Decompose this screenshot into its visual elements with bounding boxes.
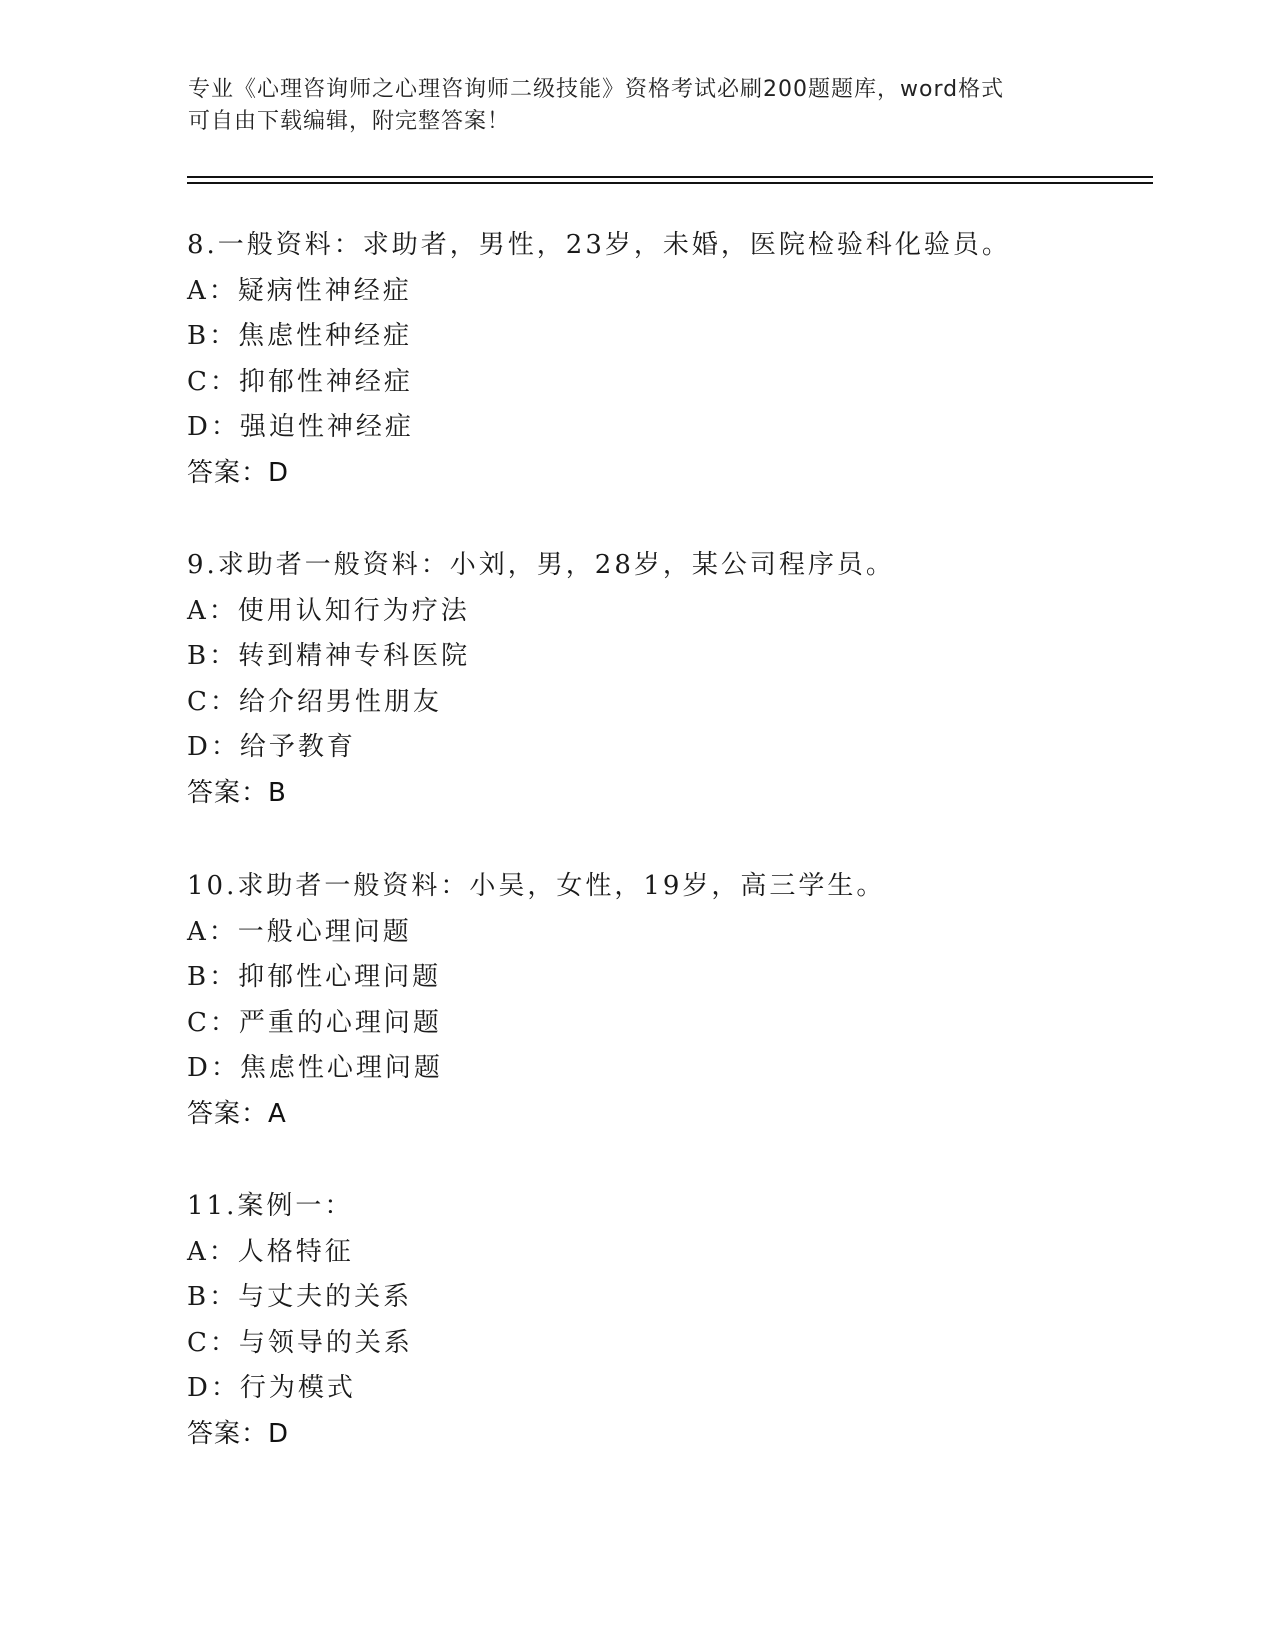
option-b: B：转到精神专科医院: [187, 641, 471, 671]
option-d: D：强迫性神经症: [187, 412, 414, 442]
option-a: A：人格特征: [187, 1236, 354, 1267]
option-c: C：严重的心理问题: [187, 1007, 442, 1038]
answer: 答案：B: [187, 777, 287, 808]
header-divider-bottom: [187, 182, 1153, 184]
header-title-line-1: 专业《心理咨询师之心理咨询师二级技能》资格考试必刷200题题库，word格式: [188, 77, 1005, 102]
question-11: [187, 1184, 1147, 1457]
option-c: C：与领导的关系: [187, 1327, 413, 1358]
question-stem: 10.求助者一般资料：小吴，女性，19岁，高三学生。: [187, 871, 886, 901]
option-a: A：疑病性神经症: [187, 275, 412, 306]
option-d: D：行为模式: [187, 1373, 356, 1403]
question-9: [187, 543, 1147, 816]
option-c: C：抑郁性神经症: [187, 366, 413, 397]
option-b: B：与丈夫的关系: [187, 1282, 413, 1312]
question-8: [187, 223, 1147, 496]
option-b: B：抑郁性心理问题: [187, 962, 442, 992]
option-b: B：焦虑性种经症: [187, 321, 413, 351]
question-stem: 8.一般资料：求助者，男性，23岁，未婚，医院检验科化验员。: [187, 230, 1011, 260]
option-a: A：一般心理问题: [187, 916, 412, 947]
question-stem: 11.案例一：: [187, 1191, 354, 1221]
header-divider-top: [187, 176, 1153, 178]
answer: 答案：D: [187, 1418, 290, 1449]
option-d: D：焦虑性心理问题: [187, 1053, 443, 1083]
question-stem: 9.求助者一般资料：小刘，男，28岁，某公司程序员。: [187, 550, 895, 580]
option-c: C：给介绍男性朋友: [187, 686, 442, 717]
answer: 答案：A: [187, 1098, 287, 1129]
header-title-line-2: 可自由下载编辑，附完整答案！: [188, 109, 511, 134]
answer: 答案：D: [187, 457, 290, 488]
question-10: [187, 864, 1147, 1137]
document-header: [188, 74, 1088, 138]
option-a: A：使用认知行为疗法: [187, 595, 470, 626]
option-d: D：给予教育: [187, 732, 356, 762]
